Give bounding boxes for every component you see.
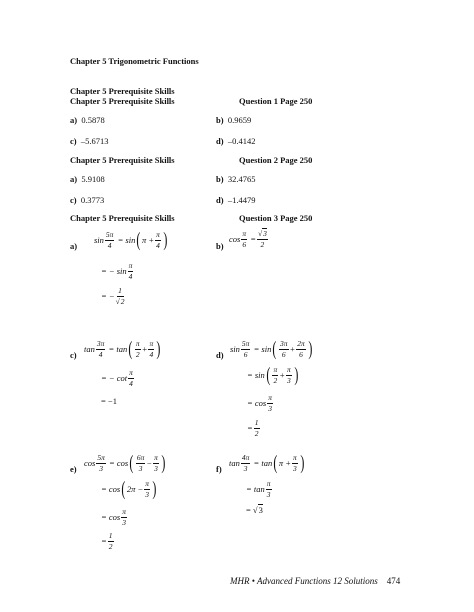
- answer-value: 32.4765: [227, 174, 256, 184]
- part-label: b): [216, 115, 224, 125]
- answer-value: 0.5878: [81, 115, 105, 125]
- q3-e-line2: = cos ( 2π − $\frac{\pi}{3}$ ): [101, 478, 157, 500]
- q3-f-line3: = √ 3: [246, 504, 263, 515]
- q3-c-line3: = −1: [101, 396, 117, 406]
- part-label: c): [70, 136, 77, 146]
- page-number: 474: [386, 576, 401, 586]
- q3-f-line1: tan $\frac{4\pi}{3}$ = tan ( π + $\frac{\pi}{3}$ ): [229, 452, 305, 474]
- q3-c-line1: tan $\frac{3\pi}{4}$ = tan ( $\frac{\pi}{2}$ + $\frac{\pi}{4}$ ): [84, 338, 161, 360]
- q2-question-label: Question 2 Page 250: [239, 155, 313, 165]
- q2-d-answer: [216, 195, 255, 205]
- q3-f-line2: = tan $\frac{\pi}{3}$: [246, 479, 271, 499]
- q2-b-answer: [216, 174, 255, 184]
- part-label: c): [70, 195, 77, 205]
- answer-value: –0.4142: [227, 136, 256, 146]
- q2-c-answer: [70, 195, 104, 205]
- q1-question-label: Question 1 Page 250: [239, 96, 313, 106]
- part-label: d): [216, 195, 224, 205]
- q3-d-label: d): [216, 350, 224, 360]
- q3-heading: Chapter 5 Prerequisite Skills: [70, 213, 175, 223]
- part-label: a): [70, 115, 78, 125]
- q3-b-label: b): [216, 241, 224, 251]
- page-footer: [230, 576, 400, 586]
- q3-a-line2: = − sin $\frac{\pi}{4}$: [101, 261, 133, 281]
- part-label: d): [216, 136, 224, 146]
- q3-e-line4: = $\frac{1}{2}$: [101, 531, 113, 551]
- answer-value: 0.9659: [227, 115, 252, 125]
- q3-question-label: Question 3 Page 250: [239, 213, 313, 223]
- q2-heading: Chapter 5 Prerequisite Skills: [70, 155, 175, 165]
- q3-b-line1: cos $\frac{\pi}{6}$ = $\frac{√3}{2}$: [229, 229, 267, 249]
- q3-d-line1: sin $\frac{5\pi}{6}$ = sin ( $\frac{3\pi}{6}$ + $\frac{2\pi}{6}$ ): [230, 338, 313, 360]
- q3-a-label: a): [70, 241, 78, 251]
- q1-d-answer: [216, 136, 255, 146]
- q1-b-answer: [216, 115, 251, 125]
- q2-a-answer: [70, 174, 105, 184]
- q3-a-line1: sin $\frac{5\pi}{4}$ = sin ( π + $\frac{\pi}{4}$ ): [94, 229, 168, 251]
- q3-a-line3: = − $\frac{1}{√2}$: [101, 286, 125, 306]
- section-title: Chapter 5 Prerequisite Skills: [70, 86, 175, 96]
- q3-f-label: f): [216, 464, 222, 474]
- answer-value: –5.6713: [80, 136, 109, 146]
- q3-d-line4: = $\frac{1}{2}$: [247, 418, 259, 438]
- footer-text: MHR • Advanced Functions 12 Solutions: [230, 576, 378, 586]
- q3-c-line2: = − cot $\frac{\pi}{4}$: [101, 368, 133, 388]
- q1-c-answer: [70, 136, 108, 146]
- answer-value: 5.9108: [81, 174, 105, 184]
- answer-value: –1.4479: [227, 195, 256, 205]
- part-label: b): [216, 174, 224, 184]
- q3-d-line3: = cos $\frac{\pi}{3}$: [247, 393, 272, 413]
- q3-d-line2: = sin ( $\frac{\pi}{2}$ + $\frac{\pi}{3}$ ): [247, 364, 299, 386]
- answer-value: 0.3773: [80, 195, 105, 205]
- q1-heading: Chapter 5 Prerequisite Skills: [70, 96, 175, 106]
- chapter-title: Chapter 5 Trigonometric Functions: [70, 56, 199, 66]
- q3-e-label: e): [70, 464, 77, 474]
- part-label: a): [70, 174, 78, 184]
- q1-a-answer: [70, 115, 105, 125]
- q3-e-line3: = cos $\frac{\pi}{3}$: [101, 507, 126, 527]
- q3-c-label: c): [70, 350, 77, 360]
- q3-e-line1: cos $\frac{5\pi}{3}$ = cos ( $\frac{6\pi}{3}$ − $\frac{\pi}{3}$ ): [84, 452, 166, 474]
